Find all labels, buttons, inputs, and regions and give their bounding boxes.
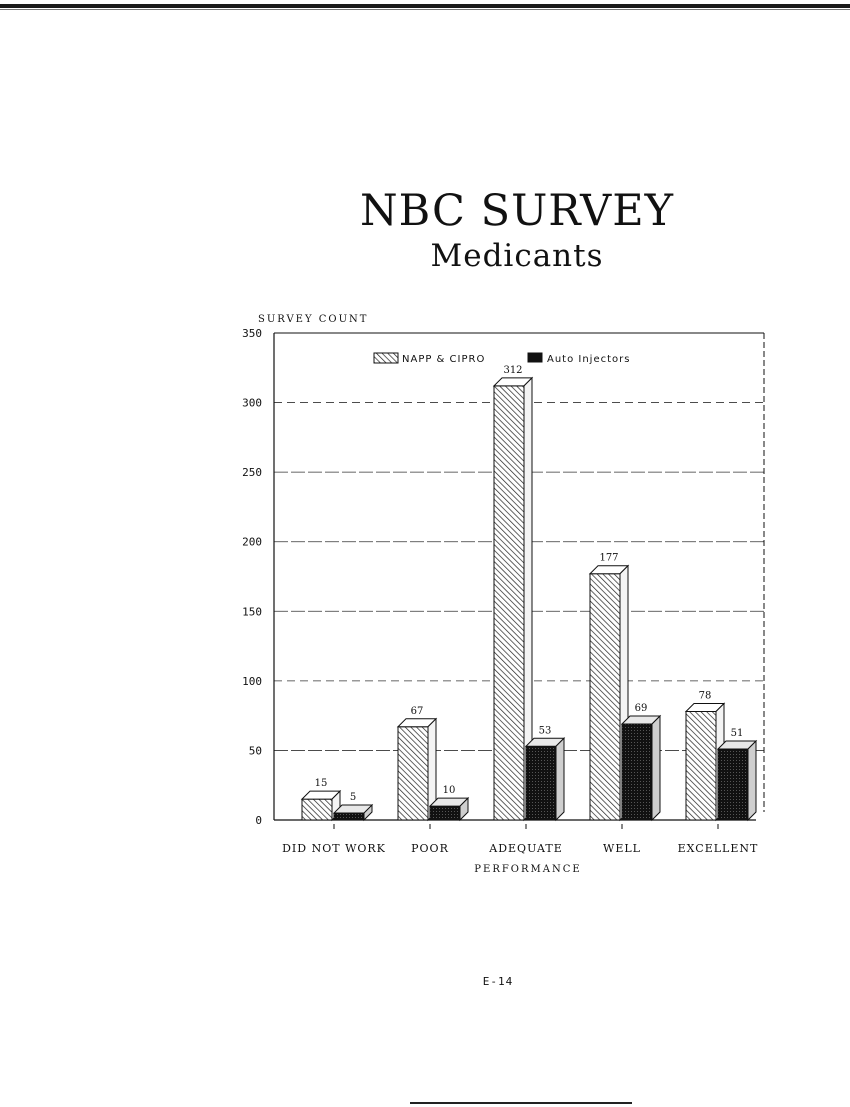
bar-side-face (652, 716, 660, 820)
page-subtitle: Medicants (430, 238, 604, 274)
page-number: E-14 (482, 975, 514, 988)
data-label: 67 (410, 705, 424, 717)
bar-auto-injectors (334, 813, 364, 820)
legend-swatch-auto-injectors (528, 353, 542, 362)
y-tick-label: 100 (242, 674, 262, 688)
bar-side-face (556, 738, 564, 820)
y-tick-label: 250 (242, 466, 262, 480)
plot-area (242, 314, 764, 875)
bar-auto-injectors (526, 746, 556, 820)
data-label: 5 (349, 792, 357, 804)
data-label: 53 (538, 725, 552, 737)
bar-auto-injectors (718, 749, 748, 820)
data-label: 15 (314, 778, 328, 790)
bar-napp-cipro (590, 574, 620, 820)
x-tick-label: WELL (603, 842, 641, 855)
data-label: 10 (442, 785, 456, 797)
y-tick-label: 300 (242, 396, 262, 410)
legend-swatch-napp-cipro (374, 353, 398, 363)
data-label: 51 (730, 728, 744, 740)
y-tick-label: 150 (242, 605, 262, 619)
y-axis-title: SURVEY COUNT (258, 314, 369, 325)
data-label: 312 (503, 364, 523, 376)
bar-auto-injectors (430, 806, 460, 820)
y-tick-label: 50 (248, 744, 262, 758)
bar-napp-cipro (494, 386, 524, 820)
bar-napp-cipro (302, 799, 332, 820)
x-tick-label: POOR (411, 842, 449, 855)
legend-label: NAPP & CIPRO (402, 354, 486, 365)
x-tick-label: EXCELLENT (677, 842, 759, 855)
data-label: 69 (634, 702, 648, 714)
bar-side-face (748, 741, 756, 820)
x-tick-label: DID NOT WORK (282, 842, 386, 855)
page-title: NBC SURVEY (360, 186, 674, 236)
y-tick-label: 200 (242, 535, 262, 549)
x-tick-label: ADEQUATE (489, 842, 563, 855)
x-axis-title: PERFORMANCE (474, 864, 582, 875)
bar-auto-injectors (622, 724, 652, 820)
y-tick-label: 0 (255, 814, 262, 827)
bottom-rule (410, 1102, 632, 1104)
bar-napp-cipro (686, 711, 716, 820)
legend-label: Auto Injectors (547, 354, 631, 365)
y-tick-label: 350 (242, 327, 262, 340)
data-label: 177 (599, 552, 619, 564)
data-label: 78 (698, 690, 712, 702)
bar-napp-cipro (398, 727, 428, 820)
